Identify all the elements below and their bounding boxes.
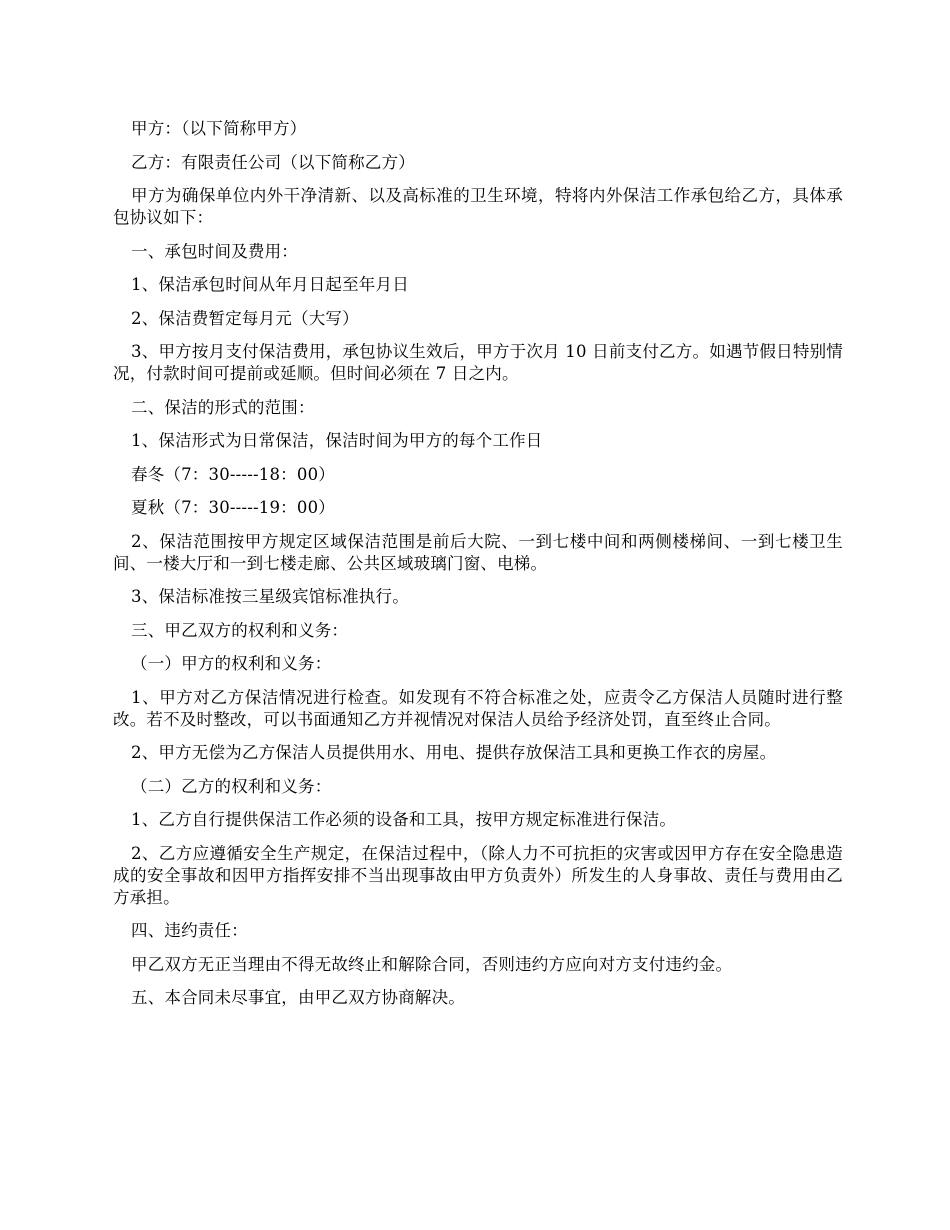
clause-2-1: 1、保洁形式为日常保洁，保洁时间为甲方的每个工作日 [131, 431, 543, 450]
party-b-line: 乙方：有限责任公司（以下简称乙方） [131, 152, 415, 172]
section-heading-4: 四、违约责任： [131, 921, 248, 940]
section-heading-3: 三、甲乙双方的权利和义务： [131, 620, 349, 640]
clause-4-1: 甲乙双方无正当理由不得无故终止和解除合同，否则违约方应向对方支付违约金。 [131, 954, 733, 974]
contract-document [113, 118, 843, 1021]
clause-2-2: 2、保洁范围按甲方规定区域保洁范围是前后大院、一到七楼中间和两侧楼梯间、一到七楼卫生间、一楼大厅和一到七楼走廊、公共区域玻璃门窗、电梯。 [113, 531, 843, 573]
subsection-heading-party-b: （二）乙方的权利和义务： [131, 776, 332, 796]
intro-paragraph: 甲方为确保单位内外干净清新、以及高标准的卫生环境，特将内外保洁工作承包给乙方，具体承包协议如下： [113, 186, 843, 227]
schedule-spring-winter: 春冬（7：30-----18：00） [131, 464, 335, 484]
clause-3-a-1: 1、甲方对乙方保洁情况进行检查。如发现有不符合标准之处，应责令乙方保洁人员随时进行整改。若不及时整改，可以书面通知乙方并视情况对保洁人员给予经济处罚，直至终止合同。 [113, 687, 843, 729]
clause-1-3: 3、甲方按月支付保洁费用，承包协议生效后，甲方于次月 10 日前支付乙方。如遇节假日特别情况，付款时间可提前或延顺。但时间必须在 7 日之内。 [113, 342, 843, 383]
party-a-line: 甲方：（以下简称甲方） [131, 119, 307, 138]
clause-3-b-2: 2、乙方应遵循安全生产规定，在保洁过程中，（除人力不可抗拒的灾害或因甲方存在安全隐患造成的安全事故和因甲方指挥安排不当出现事故由甲方负责外）所发生的人身事故、责任与费用由乙方承担。 [113, 843, 843, 907]
schedule-summer-autumn: 夏秋（7：30-----19：00） [131, 498, 335, 517]
clause-3-a-2: 2、甲方无偿为乙方保洁人员提供用水、用电、提供存放保洁工具和更换工作衣的房屋。 [131, 743, 777, 762]
clause-1-2: 2、保洁费暂定每月元（大写） [131, 308, 359, 328]
subsection-heading-party-a: （一）甲方的权利和义务： [131, 654, 332, 673]
section-heading-2: 二、保洁的形式的范围： [131, 397, 315, 417]
clause-1-1: 1、保洁承包时间从年月日起至年月日 [131, 275, 409, 294]
clause-2-3: 3、保洁标准按三星级宾馆标准执行。 [131, 587, 409, 606]
section-heading-1: 一、承包时间及费用： [131, 241, 298, 261]
clause-3-b-1: 1、乙方自行提供保洁工作必须的设备和工具，按甲方规定标准进行保洁。 [131, 810, 677, 829]
section-heading-5: 五、本合同未尽事宜，由甲乙双方协商解决。 [131, 988, 465, 1007]
